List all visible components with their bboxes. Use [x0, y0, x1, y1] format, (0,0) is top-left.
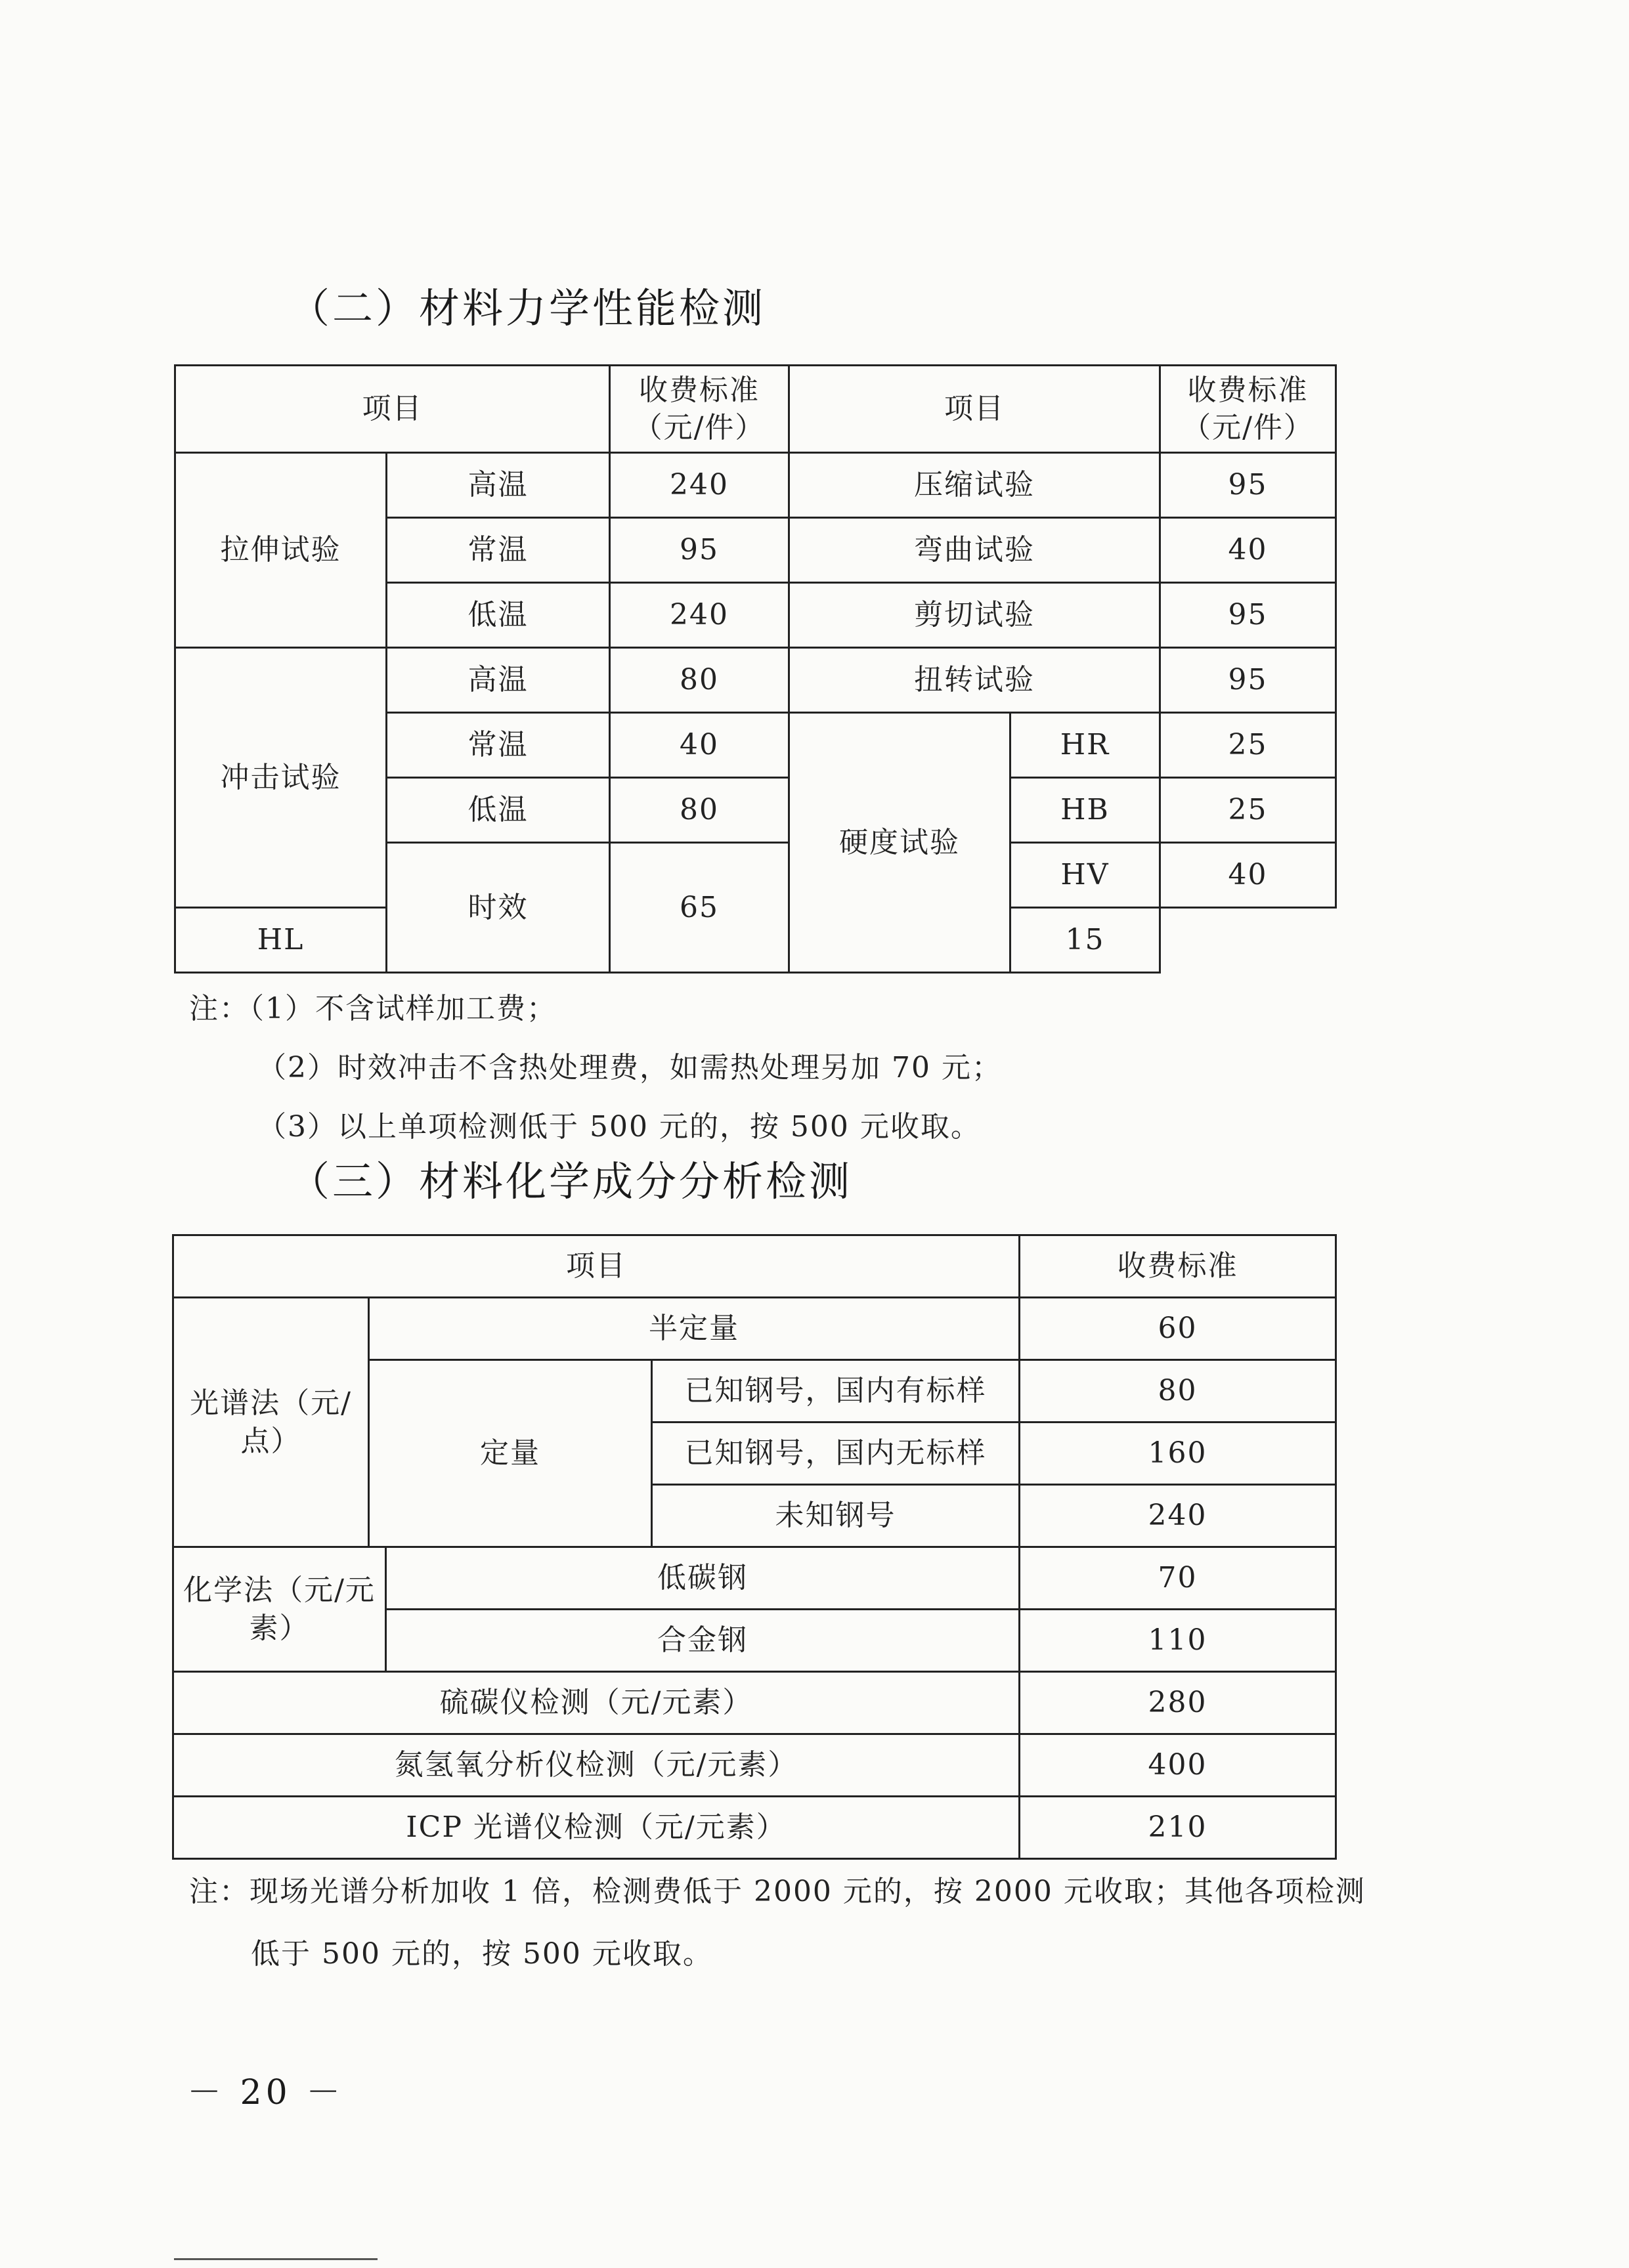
- tensile-test-label: 拉伸试验: [175, 453, 387, 648]
- section-title-mechanical: （二）材料力学性能检测: [289, 284, 766, 332]
- table-cell: 扭转试验: [789, 648, 1160, 713]
- table-cell: 高温: [387, 453, 610, 518]
- impact-test-label: 冲击试验: [175, 648, 387, 908]
- table-cell: 已知钢号，国内无标样: [652, 1423, 1020, 1485]
- chemical-note-line-2: 低于 500 元的，按 500 元收取。: [251, 1937, 713, 1971]
- chemical-note-line-1: 注：现场光谱分析加收 1 倍，检测费低于 2000 元的，按 2000 元收取；其他各项检测: [189, 1875, 1366, 1908]
- table-cell: 氮氢氧分析仪检测（元/元素）: [173, 1734, 1020, 1797]
- table-cell: 160: [1020, 1423, 1336, 1485]
- header-fee: 收费标准: [1020, 1235, 1336, 1298]
- table-cell: 240: [610, 583, 789, 648]
- table-cell: 低温: [387, 583, 610, 648]
- table-cell: 合金钢: [386, 1610, 1020, 1672]
- table-cell: HV: [1010, 843, 1160, 908]
- section-title-chemical: （三）材料化学成分分析检测: [289, 1157, 853, 1205]
- chemical-method-label: 化学法（元/元素）: [173, 1547, 386, 1672]
- table-cell: 25: [1160, 778, 1336, 843]
- table-cell: 70: [1020, 1547, 1336, 1610]
- table-cell: ICP 光谱仪检测（元/元素）: [173, 1797, 1020, 1859]
- header-item: 项目: [175, 366, 610, 453]
- table-cell: HB: [1010, 778, 1160, 843]
- quantitative-label: 定量: [369, 1360, 652, 1547]
- table-cell: 400: [1020, 1734, 1336, 1797]
- table-cell: 110: [1020, 1610, 1336, 1672]
- table-cell: 210: [1020, 1797, 1336, 1859]
- table-cell: 40: [1160, 518, 1336, 583]
- table-cell: 40: [610, 713, 789, 778]
- table-cell: HL: [175, 908, 387, 973]
- table-cell: 240: [1020, 1485, 1336, 1547]
- header-item: 项目: [173, 1235, 1020, 1298]
- hardness-test-label: 硬度试验: [789, 713, 1010, 973]
- table-cell: 未知钢号: [652, 1485, 1020, 1547]
- table-cell: 高温: [387, 648, 610, 713]
- table-cell: 65: [610, 843, 789, 973]
- table-cell: 剪切试验: [789, 583, 1160, 648]
- mechanical-note-1: 注：（1）不含试样加工费；: [189, 992, 557, 1025]
- table-cell: 95: [610, 518, 789, 583]
- table-cell: 40: [1160, 843, 1336, 908]
- table-cell: 半定量: [369, 1298, 1020, 1360]
- mechanical-note-2: （2）时效冲击不含热处理费，如需热处理另加 70 元；: [257, 1051, 1002, 1084]
- table-cell: 80: [1020, 1360, 1336, 1423]
- table-cell: 25: [1160, 713, 1336, 778]
- table-cell: 弯曲试验: [789, 518, 1160, 583]
- table-cell: 80: [610, 648, 789, 713]
- table-cell: 压缩试验: [789, 453, 1160, 518]
- header-fee-2: 收费标准（元/件）: [1160, 366, 1336, 453]
- spectral-method-label: 光谱法（元/点）: [173, 1298, 369, 1547]
- table-cell: 低温: [387, 778, 610, 843]
- table-cell: 时效: [387, 843, 610, 973]
- table-cell: 常温: [387, 518, 610, 583]
- table-cell: 240: [610, 453, 789, 518]
- table-cell: 15: [1010, 908, 1160, 973]
- table-cell: 80: [610, 778, 789, 843]
- table-cell: 95: [1160, 583, 1336, 648]
- table-cell: 硫碳仪检测（元/元素）: [173, 1672, 1020, 1734]
- page-number: － 20 －: [187, 2073, 345, 2112]
- table-cell: 95: [1160, 453, 1336, 518]
- header-fee: 收费标准（元/件）: [610, 366, 789, 453]
- table-cell: 常温: [387, 713, 610, 778]
- table-cell: 低碳钢: [386, 1547, 1020, 1610]
- mechanical-fee-table: [174, 364, 1337, 974]
- footer-rule: [174, 2258, 378, 2260]
- table-cell: 60: [1020, 1298, 1336, 1360]
- chemical-fee-table: [172, 1234, 1337, 1860]
- table-cell: 280: [1020, 1672, 1336, 1734]
- mechanical-note-3: （3）以上单项检测低于 500 元的，按 500 元收取。: [257, 1110, 981, 1144]
- header-item-2: 项目: [789, 366, 1160, 453]
- table-cell: HR: [1010, 713, 1160, 778]
- table-cell: 已知钢号，国内有标样: [652, 1360, 1020, 1423]
- table-cell: 95: [1160, 648, 1336, 713]
